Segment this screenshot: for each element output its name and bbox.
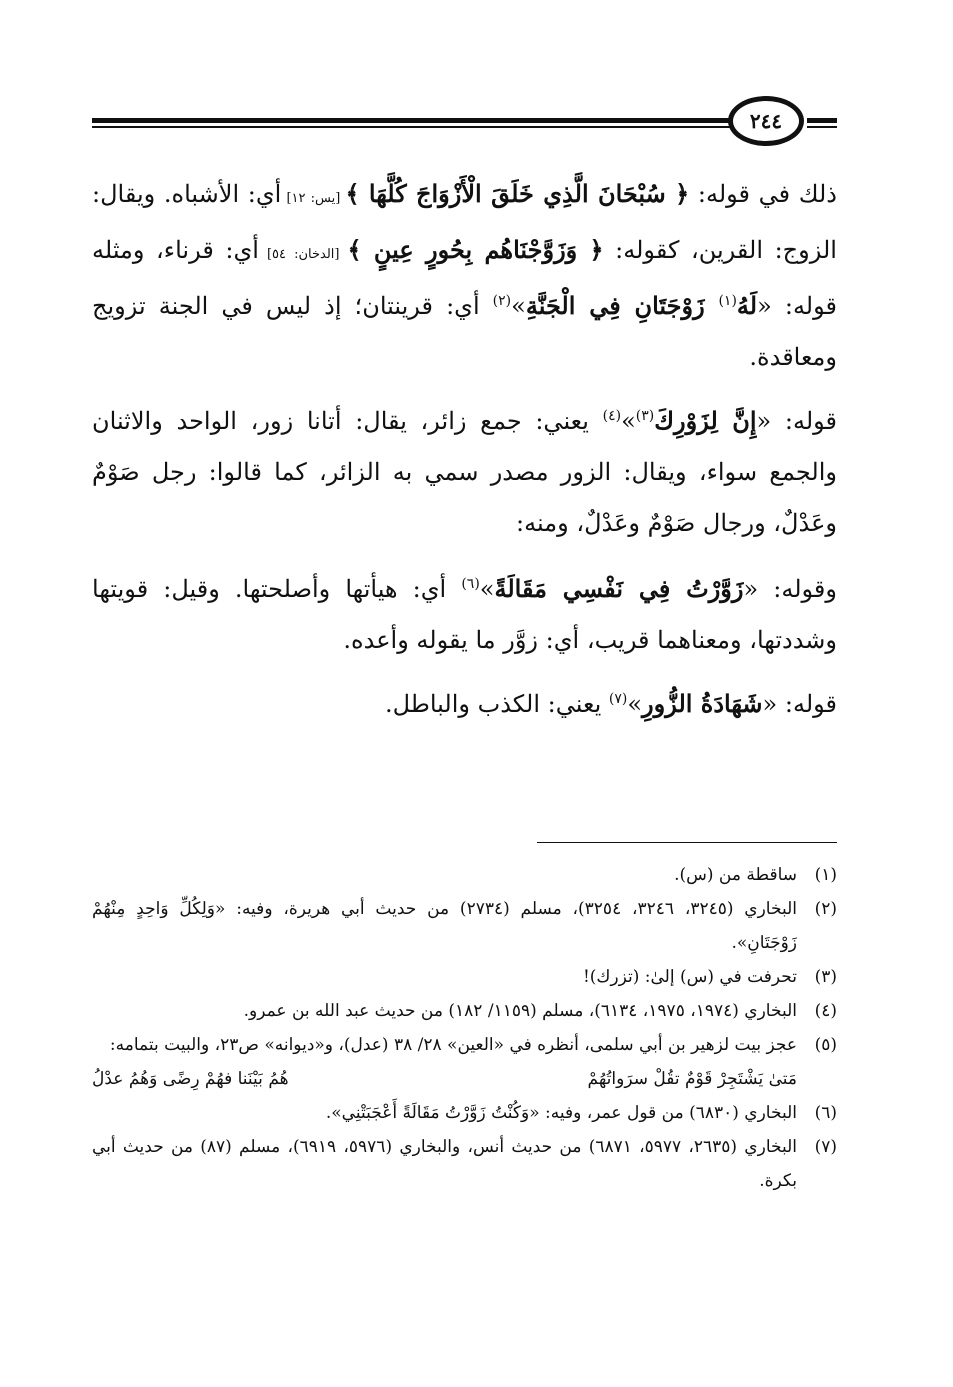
text: أي: الأشباه. ويقال: الزوج: القرين، كقوله:	[92, 180, 837, 264]
paragraph-3	[92, 563, 837, 666]
poem-hemistich: مَتىٰ يَشْتَجِرْ قَوْمٌ تقُلْ سرَواتُهُمْ	[587, 1069, 797, 1089]
footnote-item	[92, 1028, 837, 1062]
quran-quote: ﴿ وَزَوَّجْنَاهُم بِحُورٍ عِينٍ ﴾	[347, 235, 604, 264]
footnote-text: تحرفت في (س) إلىٰ: (تزرك)!	[582, 967, 797, 987]
quran-quote: ﴿ سُبْحَانَ الَّذِي خَلَقَ الْأَزْوَاجَ كُلَّهَا ﴾	[345, 179, 690, 208]
footnote-text: عجز بيت لزهير بن أبي سلمى، أنظره في «العين» ٢٨/ ٣٨ (عدل)، و«ديوانه» ص٢٣، والبيت بتمامه:	[109, 1035, 797, 1055]
hadith-quote: إِنَّ لِزَوْرِكَ	[654, 406, 757, 435]
footnote-item	[92, 960, 837, 994]
text: »	[627, 690, 643, 718]
footnote-text: ساقطة من (س).	[674, 865, 797, 885]
footnote-number: (٦)	[814, 1103, 837, 1123]
footnote-item	[92, 858, 837, 892]
poem-hemistich: هُمُ بَيْنَنا فهُمْ رِضًى وَهُمُ عدْلُ	[92, 1069, 289, 1089]
main-text	[92, 168, 837, 742]
header-rule-right	[807, 118, 837, 123]
text: ذلك في قوله:	[689, 180, 837, 208]
footnotes	[92, 858, 837, 1198]
footnote-number: (٧)	[814, 1137, 837, 1157]
verse-reference: [الدخان: ٥٤]	[258, 247, 348, 262]
page-number: ٢٤٤	[728, 96, 804, 146]
footnote-number: (١)	[814, 865, 837, 885]
footnote-number: (٣)	[814, 967, 837, 987]
footnote-ref[interactable]: (١)	[718, 293, 737, 309]
paragraph-1	[92, 168, 837, 383]
footnote-item	[92, 1096, 837, 1130]
footnote-poem	[92, 1062, 837, 1096]
text: أي: قرناء، ومثله قوله: «	[92, 236, 837, 320]
hadith-quote: لَهُ	[736, 291, 758, 320]
text: يعني: جمع زائر، يقال: أتانا زور، الواحد والاثنان والجمع سواء، ويقال: الزور مصدر سمي به الزائر، كما قالوا: رجل صَوْمٌ وعَدْلٌ، ورجال صَوْمٌ وعَدْلٌ، ومنه:	[92, 407, 837, 537]
text: »	[621, 407, 636, 435]
footnote-number: (٢)	[814, 899, 837, 919]
header-rule-thin	[92, 126, 732, 128]
hadith-quote: زَوَّرْتُ فِي نَفْسِي مَقَالَةً	[494, 574, 744, 603]
footnote-ref[interactable]: (٣)	[635, 408, 655, 424]
footnote-ref[interactable]: (٦)	[461, 576, 480, 592]
header-rule	[92, 118, 732, 123]
verse-reference: [يس: ١٢]	[281, 191, 346, 206]
footnote-number: (٤)	[814, 1001, 837, 1021]
footnote-text: البخاري (٢٦٣٥، ٥٩٧٧، ٦٨٧١) من حديث أنس، والبخاري (٥٩٧٦، ٦٩١٩)، مسلم (٨٧) من حديث أبي بكرة.	[92, 1137, 798, 1191]
hadith-quote: شَهَادَةُ الزُّورِ	[642, 689, 763, 718]
text: قوله: «	[756, 407, 838, 435]
header-rule-right-thin	[807, 126, 837, 128]
footnote-item	[92, 1130, 837, 1198]
footnote-text: البخاري (١٩٧٤، ١٩٧٥، ٦١٣٤)، مسلم (١١٥٩/ ١٨٢) من حديث عبد الله بن عمرو.	[243, 1001, 797, 1021]
text: وقوله: «	[743, 575, 837, 603]
hadith-quote: زَوْجَتَانِ فِي الْجَنَّةِ	[525, 291, 719, 320]
footnote-item	[92, 994, 837, 1028]
footnote-number: (٥)	[814, 1035, 837, 1055]
footnote-ref[interactable]: (٤)	[602, 408, 622, 424]
footnote-text: البخاري (٦٨٣٠) من قول عمر، وفيه: «وَكُنْتُ زَوَّرْتُ مَقَالَةً أَعْجَبَتْنِي».	[325, 1103, 797, 1123]
footnote-ref[interactable]: (٢)	[492, 293, 512, 309]
paragraph-4	[92, 678, 837, 730]
text: »	[511, 292, 526, 320]
footnote-separator	[537, 842, 837, 843]
page-header	[92, 96, 837, 152]
text: أي: هيأتها وأصلحتها. وقيل: قويتها وشددتها، ومعناهما قريب، أي: زوَّر ما يقوله وأعده.	[92, 575, 837, 654]
footnote-text: البخاري (٣٢٤٥، ٣٢٤٦، ٣٢٥٤)، مسلم (٢٧٣٤) من حديث أبي هريرة، وفيه: «وَلِكُلِّ وَاحِدٍ مِنْهُمْ زَوْجَتَانِ».	[92, 899, 797, 953]
text: »	[479, 575, 495, 603]
footnote-ref[interactable]: (٧)	[608, 691, 628, 707]
text: قوله: «	[762, 690, 837, 718]
text: يعني: الكذب والباطل.	[384, 690, 609, 718]
footnote-item	[92, 892, 837, 960]
text: أي: قرينتان؛ إذ ليس في الجنة تزويج ومعاقدة.	[92, 292, 837, 371]
paragraph-2	[92, 395, 837, 549]
